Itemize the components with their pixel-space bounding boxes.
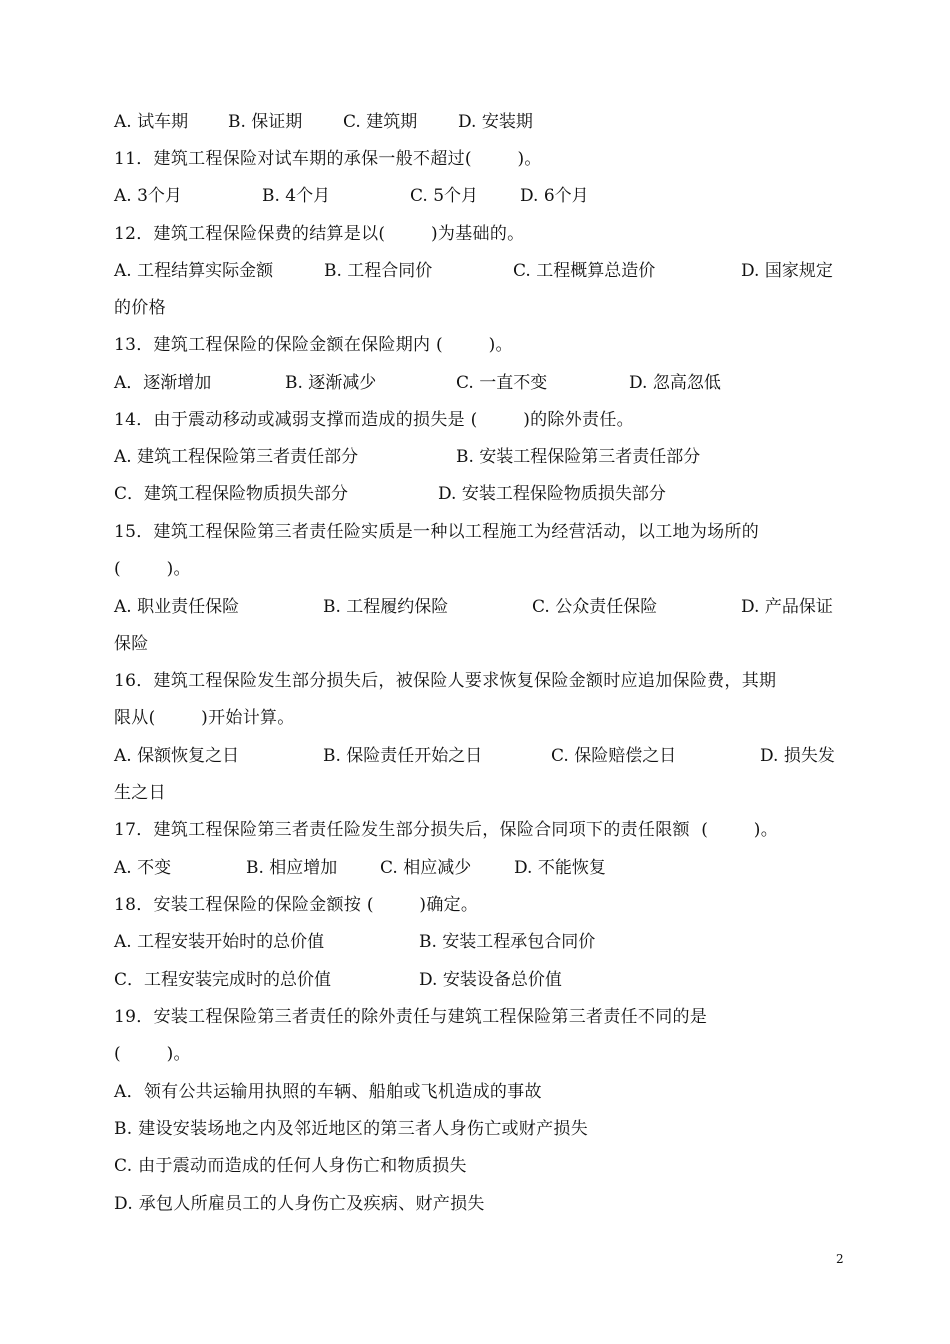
question-12: 12．建筑工程保险保费的结算是以( )为基础的。 [114, 224, 525, 244]
option-c: C．工程安装完成时的总价值 [114, 970, 332, 990]
option-a: A. 职业责任保险 [114, 597, 240, 617]
question-11: 11．建筑工程保险对试车期的承保一般不超过( )。 [114, 149, 542, 169]
option-d: D. 不能恢复 [514, 858, 606, 878]
option-d: D. 承包人所雇员工的人身伤亡及疾病、财产损失 [114, 1194, 485, 1214]
option-b: B. 相应增加 [246, 858, 338, 878]
question-14: 14．由于震动移动或减弱支撑而造成的损失是 ( )的除外责任。 [114, 410, 634, 430]
option-c: C. 建筑期 [343, 112, 418, 132]
option-c: C．建筑工程保险物质损失部分 [114, 484, 349, 504]
option-b: B. 逐渐减少 [285, 373, 377, 393]
option-d: D. 安装设备总价值 [419, 970, 562, 990]
option-a: A. 工程安装开始时的总价值 [114, 932, 325, 952]
option-d: D. 损失发 [760, 746, 835, 766]
question-16: 16．建筑工程保险发生部分损失后，被保险人要求恢复保险金额时应追加保险费，其期 [114, 671, 777, 691]
option-c: C. 一直不变 [456, 373, 548, 393]
option-b: B. 4个月 [262, 186, 331, 206]
options-row [114, 371, 854, 395]
option-d: D. 6个月 [520, 186, 589, 206]
option-b: B. 建设安装场地之内及邻近地区的第三者人身伤亡或财产损失 [114, 1119, 588, 1139]
options-row [114, 856, 854, 880]
option-d: D. 忽高忽低 [629, 373, 721, 393]
options-row [114, 482, 854, 506]
options-row [114, 744, 854, 768]
options-row [114, 259, 854, 283]
option-continuation: 生之日 [114, 783, 166, 803]
option-a: A. 建筑工程保险第三者责任部分 [114, 447, 359, 467]
options-row [114, 595, 854, 619]
page-number: 2 [836, 1252, 844, 1266]
question-17: 17．建筑工程保险第三者责任险发生部分损失后，保险合同项下的责任限额 ( )。 [114, 820, 779, 840]
option-b: B. 工程履约保险 [323, 597, 449, 617]
option-c: C. 由于震动而造成的任何人身伤亡和物质损失 [114, 1156, 467, 1176]
options-row [114, 110, 854, 134]
question-13: 13．建筑工程保险的保险金额在保险期内 ( )。 [114, 335, 513, 355]
option-c: C. 公众责任保险 [532, 597, 658, 617]
question-18: 18．安装工程保险的保险金额按 ( )确定。 [114, 895, 479, 915]
options-row [114, 184, 854, 208]
option-c: C. 5个月 [410, 186, 479, 206]
option-d: D. 安装期 [458, 112, 533, 132]
option-c: C. 相应减少 [380, 858, 472, 878]
question-19-blank: ( )。 [114, 1044, 191, 1064]
option-continuation: 的价格 [114, 298, 166, 318]
option-d: D. 国家规定 [741, 261, 833, 281]
option-d: D. 产品保证 [741, 597, 833, 617]
option-a: A. 不变 [114, 858, 172, 878]
question-19: 19．安装工程保险第三者责任的除外责任与建筑工程保险第三者责任不同的是 [114, 1007, 708, 1027]
question-15: 15．建筑工程保险第三者责任险实质是一种以工程施工为经营活动，以工地为场所的 [114, 522, 760, 542]
option-a: A. 试车期 [114, 112, 189, 132]
options-row [114, 968, 854, 992]
option-b: B. 工程合同价 [324, 261, 433, 281]
option-d: D. 安装工程保险物质损失部分 [438, 484, 666, 504]
option-c: C. 保险赔偿之日 [551, 746, 677, 766]
option-a: A. 3个月 [114, 186, 182, 206]
options-row [114, 445, 854, 469]
option-a: A. 工程结算实际金额 [114, 261, 274, 281]
option-b: B. 保险责任开始之日 [323, 746, 483, 766]
options-row [114, 930, 854, 954]
option-a: A. 保额恢复之日 [114, 746, 240, 766]
option-b: B. 安装工程保险第三者责任部分 [456, 447, 701, 467]
option-a: A．领有公共运输用执照的车辆、船舶或飞机造成的事故 [114, 1082, 542, 1102]
option-a: A．逐渐增加 [114, 373, 212, 393]
option-b: B. 保证期 [228, 112, 303, 132]
option-b: B. 安装工程承包合同价 [419, 932, 596, 952]
question-15-blank: ( )。 [114, 559, 191, 579]
question-16-line2: 限从( )开始计算。 [114, 708, 295, 728]
option-c: C. 工程概算总造价 [513, 261, 656, 281]
option-continuation: 保险 [114, 634, 149, 654]
